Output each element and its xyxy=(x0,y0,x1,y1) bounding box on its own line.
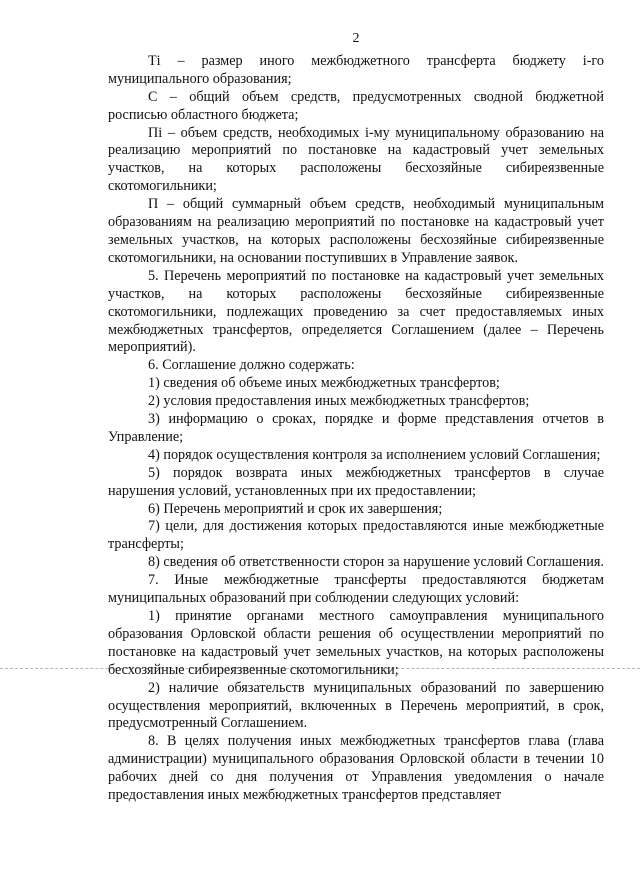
paragraph-6: 6. Соглашение должно содержать: xyxy=(148,357,355,374)
paragraph-7: 7. Иные межбюджетные трансферты предоставляются бюджетам муниципальных образований при соблюдении следующих условий: xyxy=(108,572,604,607)
paragraph-ti-definition: Тi – размер иного межбюджетного трансферта бюджету i-го муниципального образования; xyxy=(108,52,604,87)
list-item-7-1: 1) принятие органами местного самоуправления муниципального образования Орловской области решения об осуществлении мероприятий по постановке на кадастровый учет земельных участков, на которых расположены бесхозяйные сибиреязвенные скотомогильники; xyxy=(108,608,604,678)
paragraph-p-definition: П – общий суммарный объем средств, необходимый муниципальным образованиям на реализацию мероприятий по постановке на кадастровый учет земельных участков, на которых расположены бесхозяйные сибиреязвенные скотомогильники, на основании поступивших в Управление заявок. xyxy=(108,196,604,266)
list-item-6-5: 5) порядок возврата иных межбюджетных трансфертов в случае нарушения условий, установленных при их предоставлении; xyxy=(108,464,604,499)
paragraph-8: 8. В целях получения иных межбюджетных трансфертов глава (глава администрации) муниципального образования Орловской области в течении 10 рабочих дней со дня получения от Управления уведомления о начале предоставления иных межбюджетных трансфертов представляет xyxy=(108,733,604,804)
list-item-6-2: 2) условия предоставления иных межбюджетных трансфертов; xyxy=(148,393,530,410)
list-item-6-1: 1) сведения об объеме иных межбюджетных трансфертов; xyxy=(148,375,500,392)
list-item-6-8: 8) сведения об ответственности сторон за нарушение условий Соглашения. xyxy=(148,554,604,571)
list-item-6-7: 7) цели, для достижения которых предоставляются иные межбюджетные трансферты; xyxy=(108,518,604,553)
list-item-7-2: 2) наличие обязательств муниципальных образований по завершению осуществления мероприятий, включенных в Перечень мероприятий, в срок, предусмотренный Соглашением. xyxy=(108,679,604,732)
document-page xyxy=(108,30,604,805)
list-item-6-4: 4) порядок осуществления контроля за исполнением условий Соглашения; xyxy=(148,446,601,463)
page-number: 2 xyxy=(352,31,360,46)
paragraph-5: 5. Перечень мероприятий по постановке на кадастровый учет земельных участков, на которых расположены бесхозяйные сибиреязвенные скотомогильники, подлежащих проведению за счет предоставляемых иных межбюджетных трансфертов, определяется Соглашением (далее – Перечень мероприятий). xyxy=(108,267,604,356)
paragraph-pi-definition: Пi – объем средств, необходимых i-му муниципальному образованию на реализацию мероприятий по постановке на кадастровый учет земельных участков, на которых расположены бесхозяйные сибиреязвенные скотомогильники; xyxy=(108,124,604,195)
list-item-6-6: 6) Перечень мероприятий и срок их завершения; xyxy=(148,500,443,517)
list-item-6-3: 3) информацию о сроках, порядке и форме представления отчетов в Управление; xyxy=(108,411,604,445)
paragraph-c-definition: С – общий объем средств, предусмотренных сводной бюджетной росписью областного бюджета; xyxy=(108,88,604,123)
